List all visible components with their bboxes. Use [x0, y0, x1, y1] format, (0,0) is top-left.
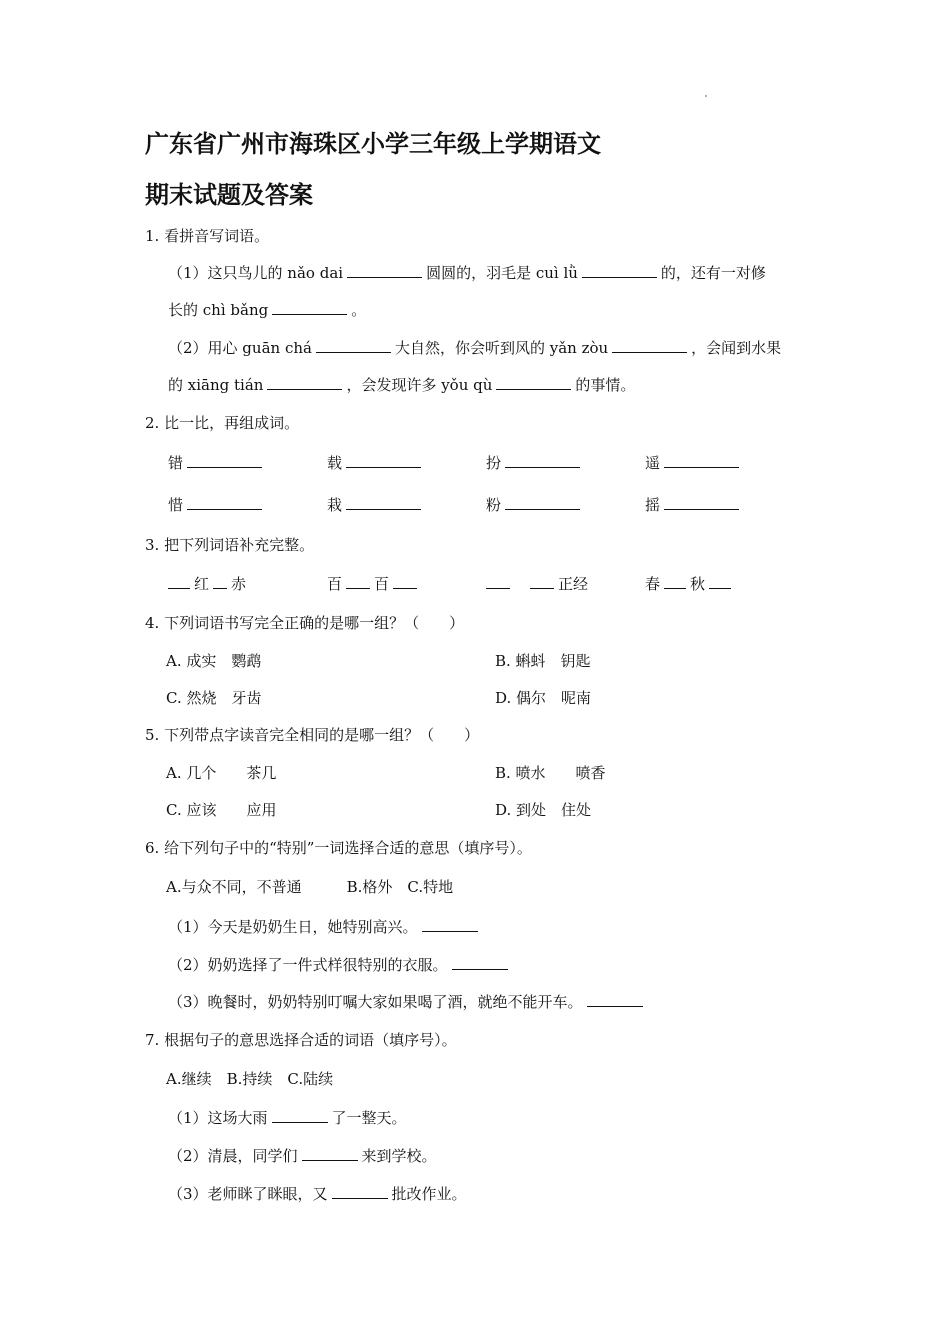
q3-item: 正经: [486, 573, 588, 594]
q4-stem: 4. 下列词语书写完全正确的是哪一组？（ ）: [145, 614, 465, 632]
answer-blank[interactable]: [612, 337, 687, 353]
doc-title-line2: 期末试题及答案: [145, 181, 313, 209]
q2-item: 栽: [327, 494, 425, 515]
q7-sentence-2: （2）清晨，同学们 来到学校。: [168, 1147, 437, 1165]
q1-p2-line2: 的 xiāng tián ，会发现许多 yǒu qù 的事情。: [168, 376, 636, 394]
q2-item: 扮: [486, 452, 584, 473]
q2-item: 载: [327, 452, 425, 473]
q3-item: 春 秋: [645, 573, 735, 594]
answer-blank[interactable]: [332, 1183, 388, 1199]
answer-blank[interactable]: [168, 573, 190, 589]
q4-option-d[interactable]: D. 偶尔 呢南: [495, 689, 592, 707]
answer-blank[interactable]: [709, 573, 731, 589]
q2-item: 惜: [168, 494, 266, 515]
q5-option-d[interactable]: D. 到处 住处: [495, 801, 592, 819]
answer-blank[interactable]: [587, 991, 643, 1007]
q4-option-a[interactable]: A. 成实 鹦鹉: [166, 652, 262, 670]
answer-blank[interactable]: [213, 573, 227, 589]
answer-blank[interactable]: [302, 1145, 358, 1161]
answer-blank[interactable]: [422, 916, 478, 932]
q4-option-b[interactable]: B. 蝌蚪 钥匙: [495, 652, 591, 670]
answer-blank[interactable]: [505, 494, 580, 510]
q6-sentence-1: （1）今天是奶奶生日，她特别高兴。: [168, 916, 482, 937]
q6-options: A.与众不同，不普通 B.格外 C.特地: [166, 878, 454, 896]
q3-item: 百 百: [327, 573, 421, 594]
answer-blank[interactable]: [582, 262, 657, 278]
answer-blank[interactable]: [346, 494, 421, 510]
answer-blank[interactable]: [393, 573, 417, 589]
answer-blank[interactable]: [486, 573, 510, 589]
q4-option-c[interactable]: C. 然烧 牙齿: [166, 689, 262, 707]
q3-stem: 3. 把下列词语补充完整。: [145, 536, 315, 554]
q7-stem: 7. 根据句子的意思选择合适的词语（填序号）。: [145, 1031, 457, 1049]
answer-blank[interactable]: [187, 494, 262, 510]
q1-p1-line2: 长的 chì bǎng 。: [168, 301, 367, 319]
q5-stem: 5. 下列带点字读音完全相同的是哪一组？（ ）: [145, 726, 480, 744]
q1-p1-line1: （1）这只鸟儿的 nǎo dai 圆圆的，羽毛是 cuì lǜ 的，还有一对修: [168, 264, 766, 282]
q6-sentence-2: （2）奶奶选择了一件式样很特别的衣服。: [168, 954, 512, 975]
q2-item: 遥: [645, 452, 743, 473]
answer-blank[interactable]: [346, 573, 370, 589]
q7-sentence-3: （3）老师眯了眯眼，又 批改作业。: [168, 1185, 467, 1203]
q1-stem: 1. 看拼音写词语。: [145, 227, 270, 245]
answer-blank[interactable]: [316, 337, 391, 353]
q2-item: 摇: [645, 494, 743, 515]
q1-p2-line1: （2）用心 guān chá 大自然，你会听到风的 yǎn zòu ，会闻到水果: [168, 339, 782, 357]
q2-item: 错: [168, 452, 266, 473]
answer-blank[interactable]: [272, 299, 347, 315]
doc-title-line1: 广东省广州市海珠区小学三年级上学期语文: [145, 130, 601, 158]
q3-item: 红 赤: [168, 573, 246, 594]
answer-blank[interactable]: [664, 494, 739, 510]
answer-blank[interactable]: [346, 452, 421, 468]
q5-option-c[interactable]: C. 应该 应用: [166, 801, 277, 819]
q2-item: 粉: [486, 494, 584, 515]
q7-sentence-1: （1）这场大雨 了一整天。: [168, 1109, 407, 1127]
answer-blank[interactable]: [664, 573, 686, 589]
q7-options: A.继续 B.持续 C.陆续: [166, 1070, 334, 1088]
answer-blank[interactable]: [530, 573, 554, 589]
answer-blank[interactable]: [452, 954, 508, 970]
answer-blank[interactable]: [496, 374, 571, 390]
q5-option-a[interactable]: A. 几个 茶几: [166, 764, 277, 782]
answer-blank[interactable]: [664, 452, 739, 468]
answer-blank[interactable]: [187, 452, 262, 468]
q2-stem: 2. 比一比，再组成词。: [145, 414, 300, 432]
answer-blank[interactable]: [347, 262, 422, 278]
answer-blank[interactable]: [267, 374, 342, 390]
q5-option-b[interactable]: B. 喷水 喷香: [495, 764, 606, 782]
q6-sentence-3: （3）晚餐时，奶奶特别叮嘱大家如果喝了酒，就绝不能开车。: [168, 991, 647, 1012]
q6-stem: 6. 给下列句子中的“特别”一词选择合适的意思（填序号）。: [145, 839, 532, 857]
answer-blank[interactable]: [505, 452, 580, 468]
scan-dot: [705, 95, 707, 97]
answer-blank[interactable]: [272, 1107, 328, 1123]
